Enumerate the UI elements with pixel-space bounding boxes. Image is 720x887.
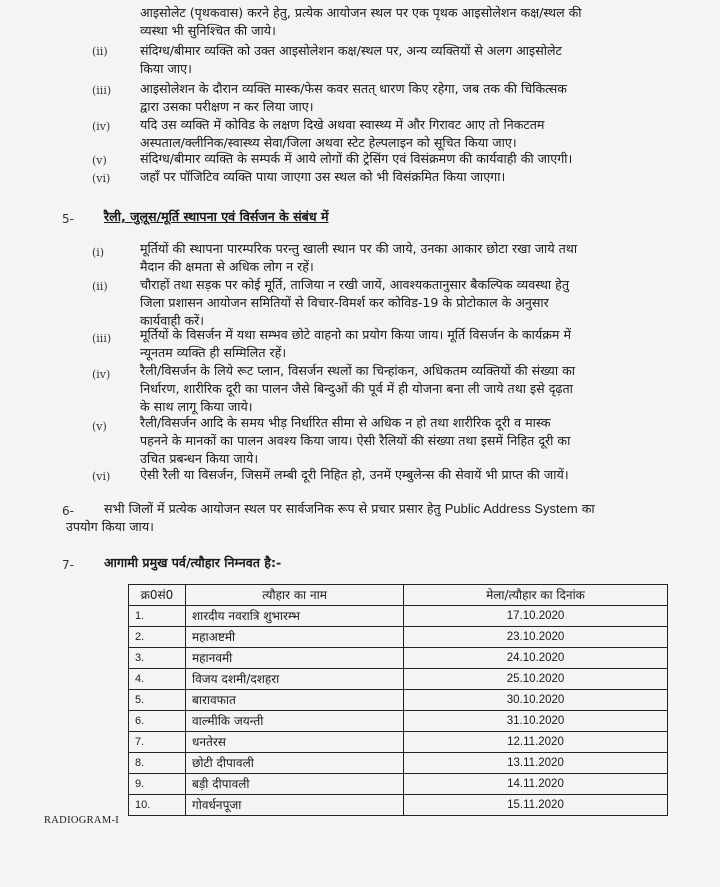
serial-number-cell: 8.	[129, 753, 186, 774]
s4-iv-line-1: यदि उस व्यक्ति में कोविड के लक्षण दिखे अथवा स्वास्थ्य में और गिरावट आए तो निकटतम	[140, 117, 545, 132]
s5-iv-line-1: रैली/विसर्जन के लिये रूट प्लान, विसर्जन स्थलों का चिन्हांकन, अधिकतम व्यक्तियों की संख्या का	[140, 363, 576, 378]
festival-date-cell: 31.10.2020	[404, 711, 668, 732]
section-5-heading: रैली, जुलूस/मूर्ति स्थापना एवं विर्सजन के संबंध में	[104, 209, 329, 224]
s5-v-line-3: उचित प्रबन्धन किया जाये।	[140, 451, 259, 466]
festival-name-cell: महानवमी	[186, 648, 404, 669]
s5-iv-line-3: के साथ लागू किया जाये।	[140, 399, 253, 414]
festival-name-cell: गोवर्धनपूजा	[186, 795, 404, 816]
s5-ii-line-1: चौराहों तथा सड़क पर कोई मूर्ति, ताजिया न रखी जायें, आवश्यकतानुसार बैकल्पिक व्यवस्था हेतु	[140, 277, 570, 292]
s6-text-end: का	[581, 501, 595, 516]
item-marker: (ii)	[92, 280, 108, 293]
s4-vi-line: जहाँ पर पॉजिटिव व्यक्ति पाया जाएगा उस स्थल को भी विसंक्रमित किया जाएगा।	[140, 169, 506, 184]
s5-iii-line-1: मूर्तियों के विसर्जन में यथा सम्भव छोटे वाहनो का प्रयोग किया जाय। मूर्ति विसर्जन के कार्यक्रम में	[140, 327, 571, 342]
item-marker: (i)	[92, 246, 105, 259]
table-row	[129, 795, 668, 816]
festival-date-cell: 17.10.2020	[404, 606, 668, 627]
serial-number-cell: 4.	[129, 669, 186, 690]
s4-iii-line-1: आइसोलेशन के दौरान व्यक्ति मास्क/फेस कवर सतत् धारण किए रहेगा, जब तक की चिकित्सक	[140, 81, 567, 96]
table-header-row	[129, 585, 668, 606]
serial-number-cell: 1.	[129, 606, 186, 627]
item-marker: (vi)	[92, 172, 111, 185]
table-row	[129, 669, 668, 690]
s4-ii-line-2: किया जाए।	[140, 61, 192, 76]
s4-iii-line-2: द्वारा उसका परीक्षण न कर लिया जाए।	[140, 99, 314, 114]
table-row	[129, 774, 668, 795]
column-header: त्यौहार का नाम	[186, 585, 404, 606]
s4-iv-line-2: अस्पताल/क्लीनिक/स्वास्थ्य सेवा/जिला अथवा स्टेट हेल्पलाइन को सूचित किया जाए।	[140, 135, 517, 150]
serial-number-cell: 3.	[129, 648, 186, 669]
item-marker: (vi)	[92, 470, 111, 483]
festival-name-cell: बारावफात	[186, 690, 404, 711]
s5-v-line-1: रैली/विसर्जन आदि के समय भीड़ निर्धारित सीमा से अधिक न हो तथा शारीरिक दूरी व मास्क	[140, 415, 551, 430]
item-marker: (ii)	[92, 45, 108, 58]
festival-name-cell: विजय दशमी/दशहरा	[186, 669, 404, 690]
festival-name-cell: वाल्मीकि जयन्ती	[186, 711, 404, 732]
section-number: 5-	[62, 212, 74, 226]
table-row	[129, 690, 668, 711]
section-number: 6-	[62, 504, 74, 518]
festival-date-cell: 24.10.2020	[404, 648, 668, 669]
serial-number-cell: 9.	[129, 774, 186, 795]
table-row	[129, 627, 668, 648]
festival-date-cell: 12.11.2020	[404, 732, 668, 753]
s5-iv-line-2: निर्धारण, शारीरिक दूरी का पालन जैसे बिन्दुओं की पूर्व में ही योजना बना ली जाये तथा इसे दृढ़ता	[140, 381, 573, 396]
festival-date-cell: 25.10.2020	[404, 669, 668, 690]
s6-line-2: उपयोग किया जाय।	[66, 519, 154, 534]
intro-line-1: आइसोलेट (पृथकवास) करने हेतु, प्रत्येक आयोजन स्थल पर एक पृथक आइसोलेशन कक्ष/स्थल की	[140, 5, 582, 20]
item-marker: (v)	[92, 154, 107, 167]
festival-date-cell: 15.11.2020	[404, 795, 668, 816]
column-header: मेला/त्यौहार का दिनांक	[404, 585, 668, 606]
s5-i-line-1: मूर्तियों की स्थापना पारम्परिक परन्तु खाली स्थान पर की जाये, उनका आकार छोटा रखा जाये तथा	[140, 241, 578, 256]
festival-date-cell: 13.11.2020	[404, 753, 668, 774]
section-7-heading: आगामी प्रमुख पर्व/त्यौहार निम्नवत है:-	[104, 555, 282, 570]
s4-ii-line-1: संदिग्ध/बीमार व्यक्ति को उक्त आइसोलेशन कक्ष/स्थल पर, अन्य व्यक्तियों से अलग आइसोलेट	[140, 43, 562, 58]
festival-date-cell: 14.11.2020	[404, 774, 668, 795]
serial-number-cell: 7.	[129, 732, 186, 753]
s5-ii-line-2: जिला प्रशासन आयोजन समितियों से विचार-विमर्श कर कोविड-19 के प्रोटोकाल के अनुसार	[140, 295, 549, 310]
serial-number-cell: 5.	[129, 690, 186, 711]
festival-name-cell: शारदीय नवरात्रि शुभारम्भ	[186, 606, 404, 627]
table-row	[129, 753, 668, 774]
item-marker: (v)	[92, 420, 107, 433]
serial-number-cell: 10.	[129, 795, 186, 816]
column-header: क्र0सं0	[129, 585, 186, 606]
s5-i-line-2: मैदान की क्षमता से अधिक लोग न रहें।	[140, 259, 314, 274]
s6-line-1	[104, 500, 595, 518]
footer-label: RADIOGRAM-I	[44, 815, 120, 826]
item-marker: (iv)	[92, 120, 111, 133]
s5-iii-line-2: न्यूनतम व्यक्ति ही सम्मिलित रहें।	[140, 345, 287, 360]
table-row	[129, 732, 668, 753]
serial-number-cell: 6.	[129, 711, 186, 732]
s6-text: सभी जिलों में प्रत्येक आयोजन स्थल पर सार्वजनिक रूप से प्रचार प्रसार हेतु	[104, 501, 441, 516]
festival-name-cell: धनतेरस	[186, 732, 404, 753]
festival-name-cell: बड़ी दीपावली	[186, 774, 404, 795]
section-number: 7-	[62, 558, 74, 572]
festival-date-cell: 30.10.2020	[404, 690, 668, 711]
item-marker: (iii)	[92, 332, 112, 345]
s5-ii-line-3: कार्यवाही करें।	[140, 313, 205, 328]
s5-vi-line: ऐसी रैली या विसर्जन, जिसमें लम्बी दूरी निहित हो, उनमें एम्बुलेन्स की सेवायें भी प्राप्त की जायें।	[140, 467, 569, 482]
item-marker: (iv)	[92, 368, 111, 381]
festival-table	[128, 584, 668, 816]
table-row	[129, 606, 668, 627]
festival-date-cell: 23.10.2020	[404, 627, 668, 648]
s6-latin-term: Public Address System	[444, 501, 578, 516]
festival-name-cell: महाअष्टमी	[186, 627, 404, 648]
festival-name-cell: छोटी दीपावली	[186, 753, 404, 774]
intro-line-2: व्यस्था भी सुनिश्चित की जाये।	[140, 23, 276, 38]
table-row	[129, 711, 668, 732]
item-marker: (iii)	[92, 84, 112, 97]
table-row	[129, 648, 668, 669]
s4-v-line: संदिग्ध/बीमार व्यक्ति के सम्पर्क में आये लोगों की ट्रेसिंग एवं विसंक्रमण की कार्यवाही की जाएगी।	[140, 151, 573, 166]
s5-v-line-2: पहनने के मानकों का पालन अवश्य किया जाय। ऐसी रैलियों की संख्या तथा इसमें निहित दूरी का	[140, 433, 571, 448]
serial-number-cell: 2.	[129, 627, 186, 648]
